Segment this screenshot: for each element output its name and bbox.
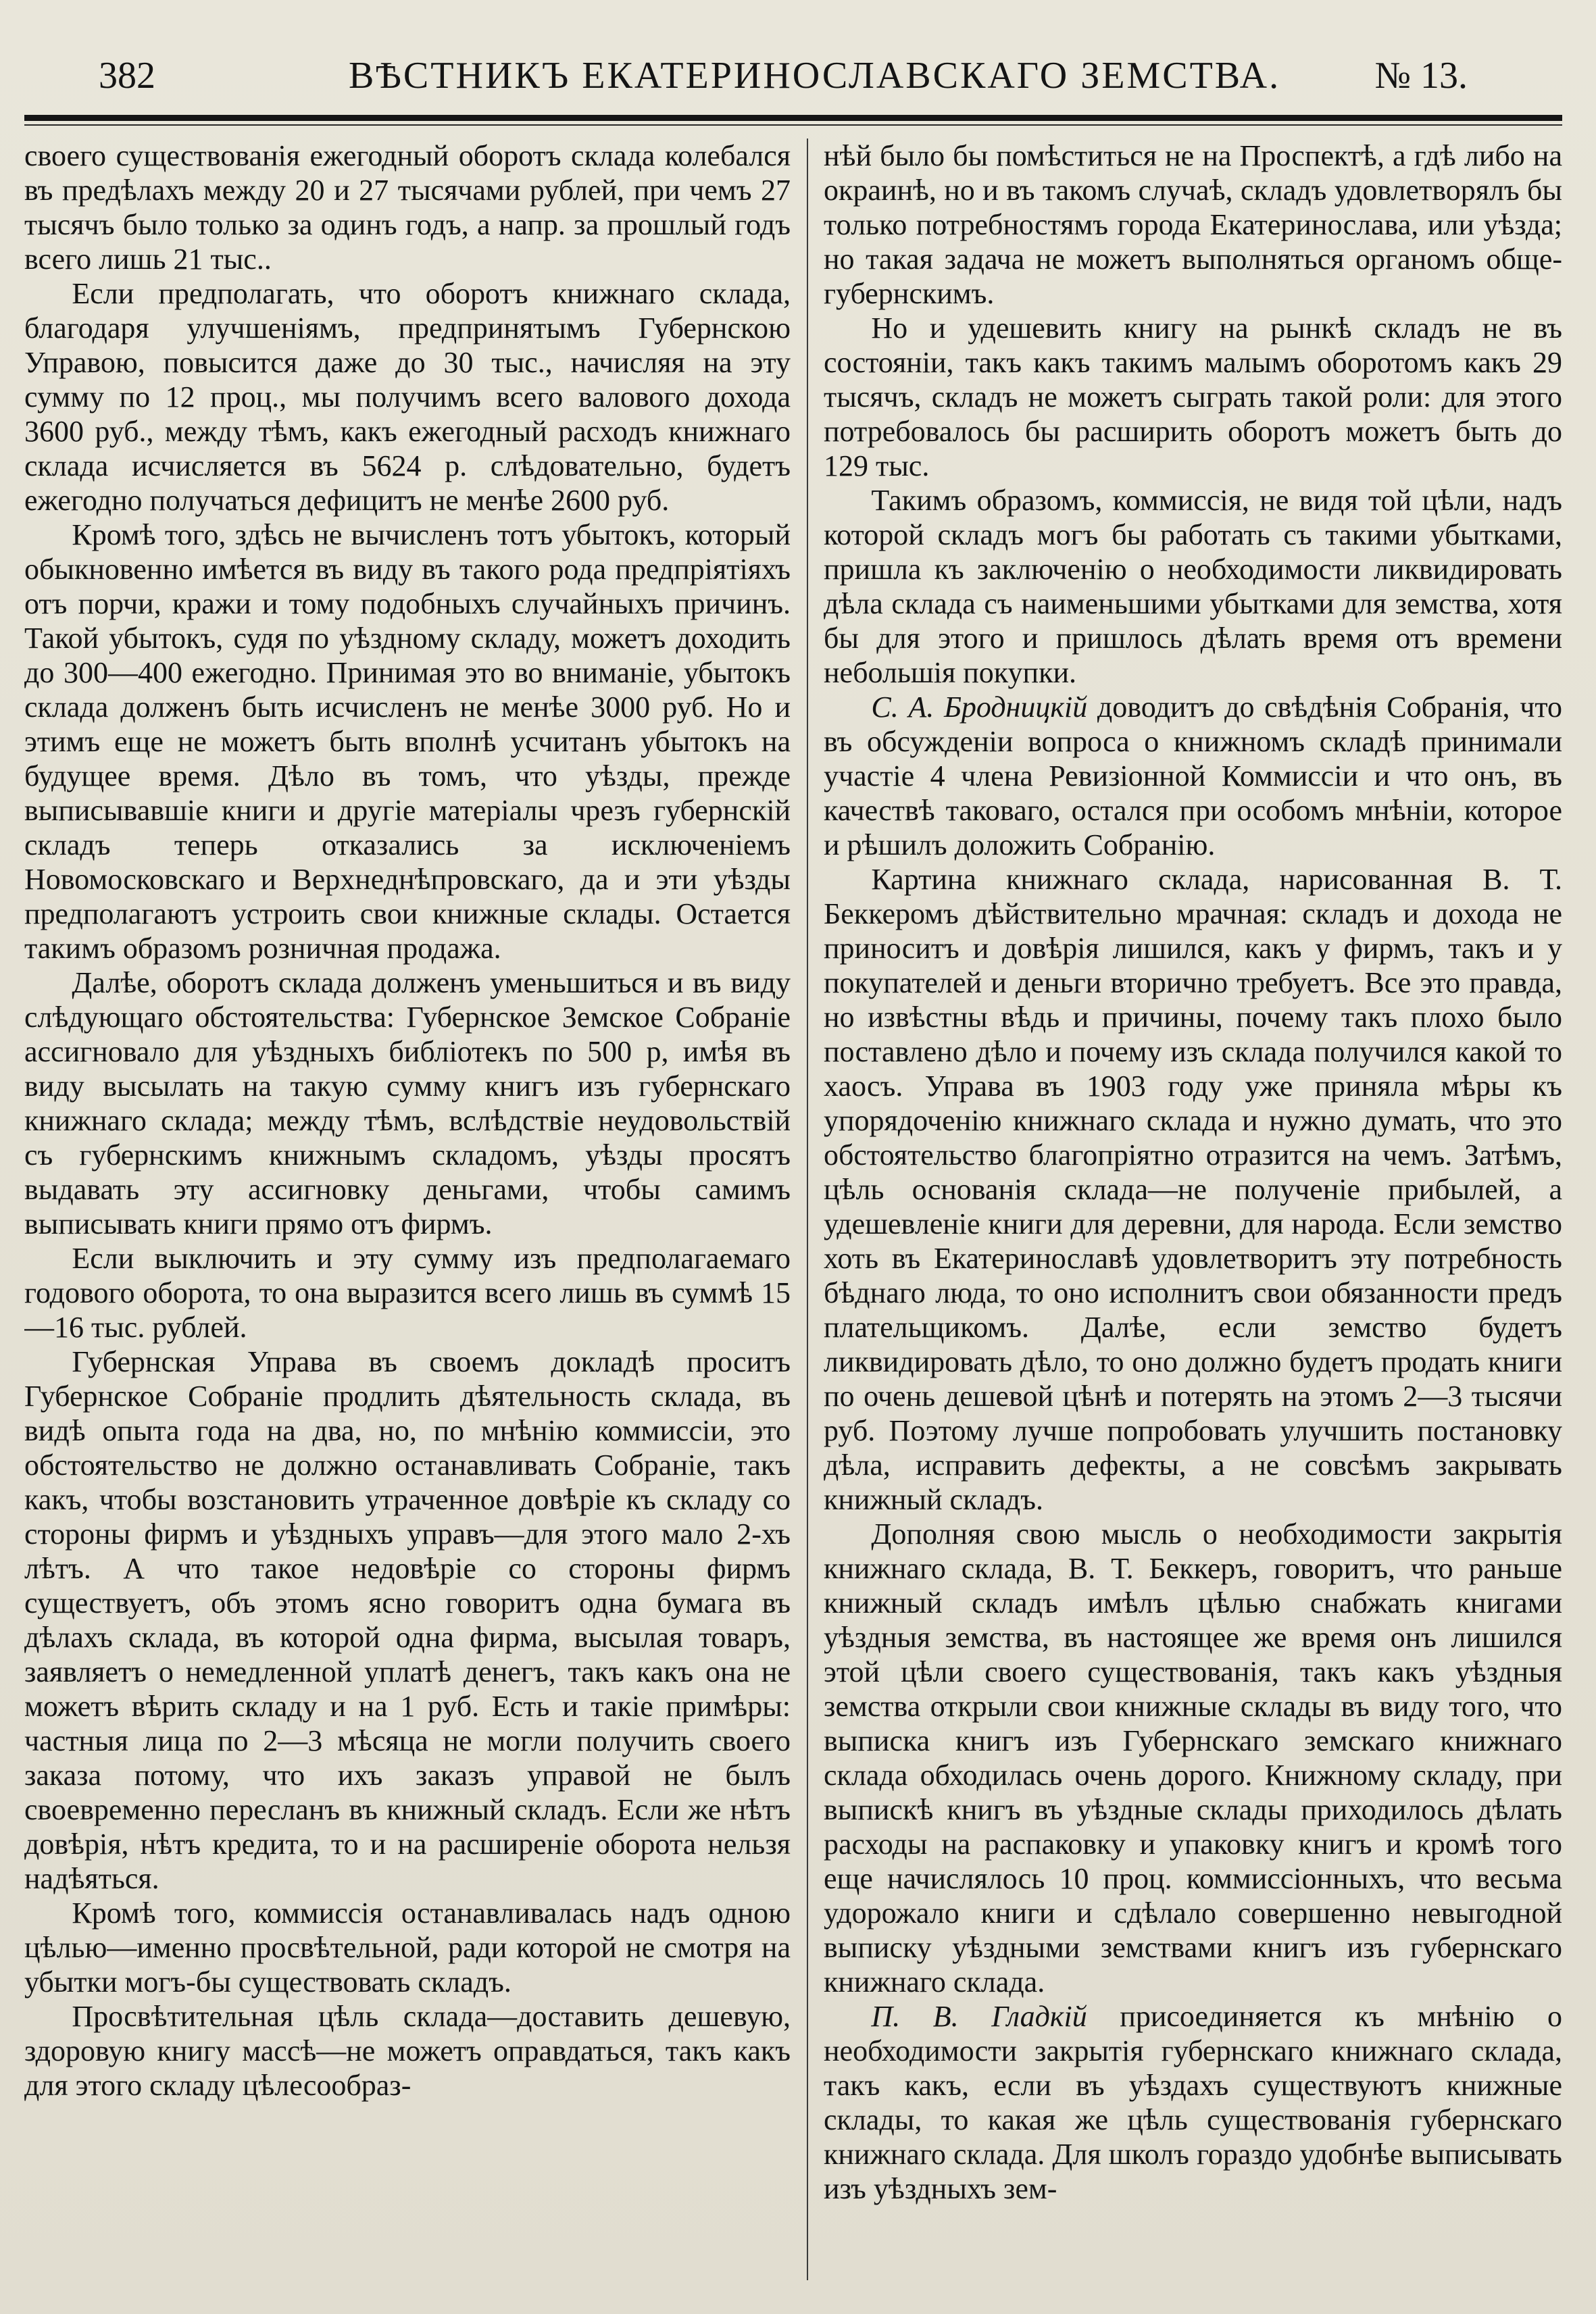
paragraph: [824, 1999, 1562, 2206]
journal-title: ВѢСТНИКЪ ЕКАТЕРИНОСЛАВСКАГО ЗЕМСТВА.: [349, 55, 1281, 97]
left-column: [24, 139, 791, 2294]
paragraph: Если выключить и эту сумму изъ предполагаемаго годового оборота, то она выразится всего лишь въ суммѣ 15—16 тыс. рублей.: [24, 1242, 791, 1344]
paragraph: Губернская Управа въ своемъ докладѣ проситъ Губернское Собраніе продлить дѣятельность склада, въ видѣ опыта года на два, но, по мнѣнію коммиссіи, это обстоятельство не должно останавливать Собраніе, такъ какъ, чтобы возстановить утраченное довѣріе къ складу со стороны фирмъ и уѣздныхъ управъ—для этого мало 2-хъ лѣтъ. А что такое недовѣріе со стороны фирмъ существуетъ, объ этомъ ясно говоритъ одна бумага въ дѣлахъ склада, въ которой одна фирма, высылая товаръ, заявляетъ о немедленной уплатѣ денегъ, такъ какъ она не можетъ вѣрить складу и на 1 руб. Есть и такіе примѣры: частныя лица по 2—3 мѣсяца не могли получить своего заказа потому, что ихъ заказъ управой не былъ своевременно пересланъ въ книжный складъ. Если же нѣтъ довѣрія, нѣтъ кредита, то и на расширеніе оборота нельзя надѣяться.: [24, 1345, 791, 1895]
paragraph: Просвѣтительная цѣль склада—доставить дешевую, здоровую книгу массѣ—не можетъ оправдаться, такъ какъ для этого складу цѣлесообраз-: [24, 2000, 791, 2102]
paragraph: Такимъ образомъ, коммиссія, не видя той цѣли, надъ которой складъ могъ бы работать съ такими убытками, пришла къ заключенію о необходимости ликвидировать дѣла склада съ наименьшими убытками для земства, хотя бы для этого и пришлось дѣлать время отъ времени небольшія покупки.: [824, 484, 1562, 689]
issue-number: № 13.: [1374, 55, 1468, 97]
paragraph: Далѣе, оборотъ склада долженъ уменьшиться и въ виду слѣдующаго обстоятельства: Губернское Земское Собраніе ассигновало для уѣздныхъ библіотекъ по 500 р, имѣя въ виду высылать на такую сумму книгъ изъ губернскаго книжнаго склада; между тѣмъ, вслѣдствіе неудовольствій съ губернскимъ книжнымъ складомъ, уѣзды просятъ выдавать эту ассигновку деньгами, чтобы самимъ выписывать книги прямо отъ фирмъ.: [24, 966, 791, 1240]
paragraph: Если предполагать, что оборотъ книжнаго склада, благодаря улучшеніямъ, предпринятымъ Губернскою Управою, повысится даже до 30 тыс., начисляя на эту сумму по 12 проц., мы получимъ всего валового дохода 3600 руб., между тѣмъ, какъ ежегодный расходъ книжнаго склада исчисляется въ 5624 р. слѣдовательно, будетъ ежегодно получаться дефицитъ не менѣе 2600 руб.: [24, 277, 791, 517]
paragraph: своего существованія ежегодный оборотъ склада колебался въ предѣлахъ между 20 и 27 тысячами рублей, при чемъ 27 тысячъ было только за одинъ годъ, а напр. за прошлый годъ всего лишь 21 тыс..: [24, 139, 791, 276]
page-number: 382: [99, 55, 155, 97]
paragraph: Кромѣ того, здѣсь не вычисленъ тотъ убытокъ, который обыкновенно имѣется въ виду въ такого рода предпріятіяхъ отъ порчи, кражи и тому подобныхъ случайныхъ причинъ. Такой убытокъ, судя по уѣздному складу, можетъ доходить до 300—400 ежегодно. Принимая это во вниманіе, убытокъ склада долженъ быть исчисленъ не менѣе 3000 руб. Но и этимъ еще не можетъ быть вполнѣ усчитанъ убытокъ на будущее время. Дѣло въ томъ, что уѣзды, прежде выписывавшіе книги и другіе матеріалы чрезъ губернскій складъ теперь отказались за исключеніемъ Новомосковскаго и Верхнеднѣпровскаго, да и эти уѣзды предполагаютъ устроить свои книжные склады. Остается такимъ образомъ розничная продажа.: [24, 518, 791, 965]
paragraph: [824, 690, 1562, 862]
paragraph: Но и удешевить книгу на рынкѣ складъ не въ состояніи, такъ какъ такимъ малымъ оборотомъ какъ 29 тысячъ, складъ не можетъ сыграть такой роли: для этого потребовалось бы расширить оборотъ можетъ быть до 129 тыс.: [824, 311, 1562, 482]
speaker-name: С. А. Бродницкій: [871, 690, 1088, 724]
article-body: [24, 139, 1562, 2294]
paragraph: Картина книжнаго склада, нарисованная В. Т. Беккеромъ дѣйствительно мрачная: складъ и дохода не приноситъ и довѣрія лишился, какъ у фирмъ, такъ и у покупателей и деньги вторично требуетъ. Все это правда, но извѣстны вѣдь и причины, почему такъ плохо было поставлено дѣло и почему изъ склада получился какой то хаосъ. Управа въ 1903 году уже приняла мѣры къ упорядоченію книжнаго склада и нужно думать, что это обстоятельство благопріятно отразится на чемъ. Затѣмъ, цѣль основанія склада—не полученіе прибылей, а удешевленіе книги для деревни, для народа. Если земство хоть въ Екатеринославѣ удовлетворитъ эту потребность бѣднаго люда, то оно исполнитъ свои обязанности предъ плательщикомъ. Далѣе, если земство будетъ ликвидировать дѣло, то оно должно будетъ продать книги по очень дешевой цѣнѣ и потерять на этомъ 2—3 тысячи руб. Поэтому лучше попробовать улучшить постановку дѣла, исправить дефекты, а не совсѣмъ закрывать книжный складъ.: [824, 863, 1562, 1516]
speaker-name: П. В. Гладкій: [871, 2000, 1087, 2033]
paragraph-text: присоединяется къ мнѣнію о необходимости закрытія губернскаго книжнаго склада, такъ какъ, если въ уѣздахъ существуютъ книжные склады, то какая же цѣль существованія губернскаго книжнаго склада. Для школъ гораздо удобнѣе выписывать изъ уѣздныхъ зем-: [824, 2000, 1562, 2205]
column-divider: [807, 139, 808, 2280]
paragraph: нѣй было бы помѣститься не на Проспектѣ, а гдѣ либо на окраинѣ, но и въ такомъ случаѣ, складъ удовлетворялъ бы только потребностямъ города Екатеринослава, или уѣзда; но такая задача не можетъ выполняться органомъ обще-губернскимъ.: [824, 139, 1562, 310]
paragraph: Кромѣ того, коммиссія останавливалась надъ одною цѣлью—именно просвѣтельной, ради которой не смотря на убытки могъ-бы существовать складъ.: [24, 1896, 791, 1998]
running-head: [24, 47, 1562, 115]
paragraph: Дополняя свою мысль о необходимости закрытія книжнаго склада, В. Т. Беккеръ, говоритъ, что раньше книжный складъ имѣлъ цѣлью снабжать книгами уѣздныя земства, въ настоящее же время онъ лишился этой цѣли своего существованія, такъ какъ уѣздныя земства открыли свои книжные склады въ виду того, что выписка книгъ изъ Губернскаго земскаго книжнаго склада обходилась очень дорого. Книжному складу, при выпискѣ книгъ въ уѣздные склады приходилось дѣлать расходы на распаковку и упаковку книгъ и кромѣ того еще начислялось 10 проц. коммиссіонныхъ, что весьма удорожало книги и сдѣлало совершенно невыгодной выписку уѣздными земствами книгъ изъ губернскаго книжнаго склада.: [824, 1517, 1562, 1998]
header-rule-thick: [24, 115, 1562, 121]
right-column: [824, 139, 1562, 2294]
paragraph-text: доводитъ до свѣдѣнія Собранія, что въ обсужденіи вопроса о книжномъ складѣ принимали участіе 4 члена Ревизіонной Коммиссіи и что онъ, въ качествѣ таковаго, остался при особомъ мнѣніи, которое и рѣшилъ доложить Собранію.: [824, 690, 1562, 861]
header-rule-thin: [24, 124, 1562, 126]
